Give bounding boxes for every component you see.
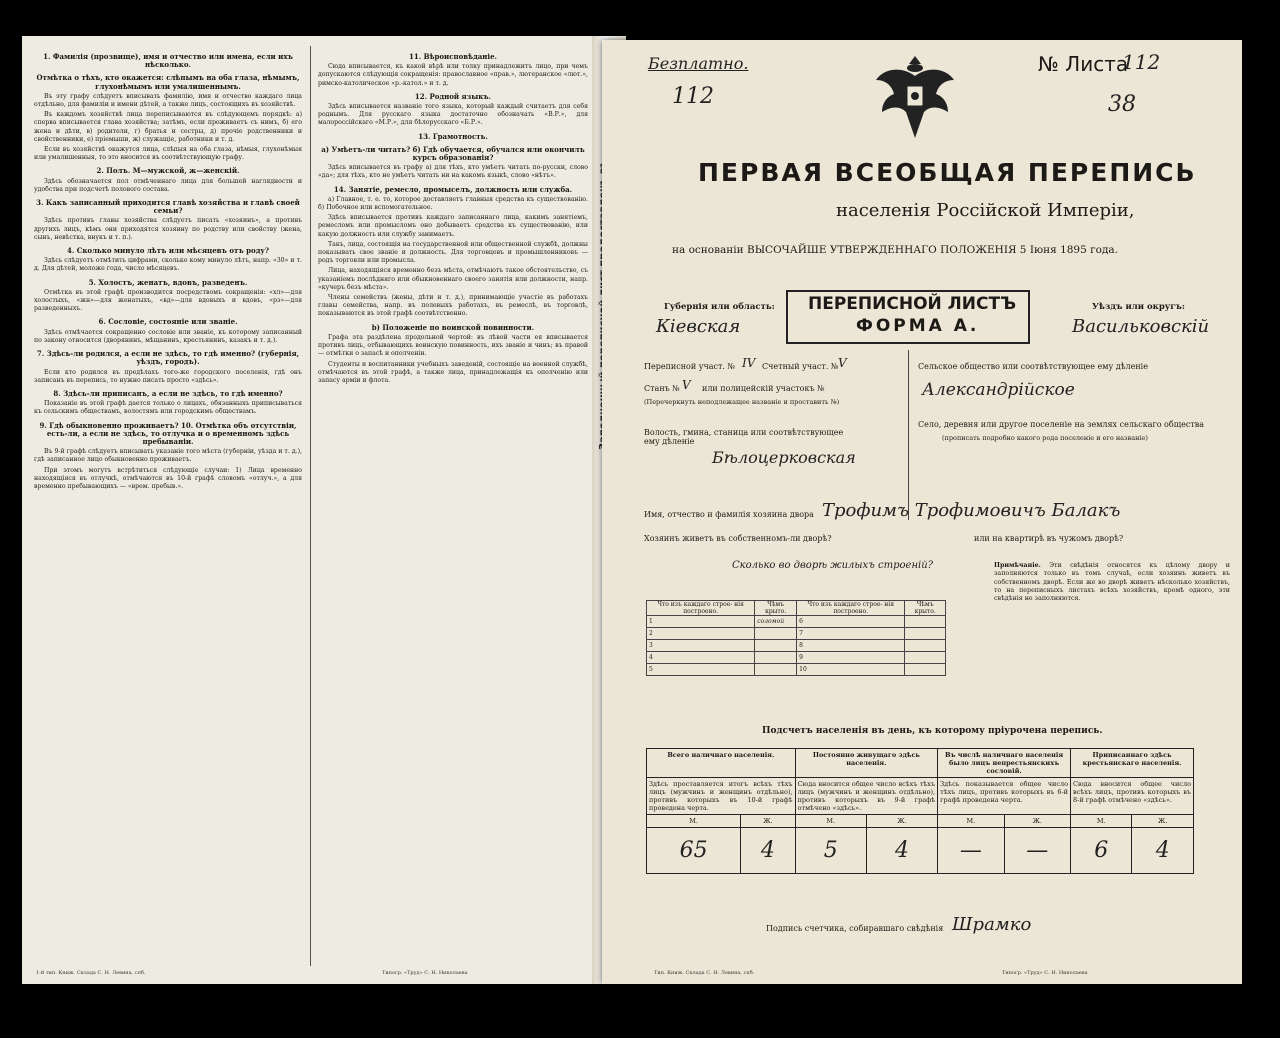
- count-value: 4: [741, 828, 795, 874]
- note-text: Эти свѣдѣнія относятся къ цѣлому двору и заполняются только въ томъ случаѣ, если хозяинъ живетъ въ собственномъ дворѣ. Если же во дворѣ живетъ нѣсколько хозяйствъ, то на переписныхъ листахъ всѣхъ хозяйствъ, кромѣ одного, эти свѣдѣнія не заполняются.: [994, 562, 1230, 603]
- uezd-label: Уѣздъ или округъ:: [1092, 302, 1186, 312]
- female-column-label: Ж.: [741, 815, 795, 828]
- count-value: —: [938, 828, 1004, 874]
- instructions-page: [22, 36, 598, 984]
- instruction-heading: 14. Занятіе, ремесло, промыселъ, должность или служба.: [333, 184, 573, 194]
- society-value: Александрійское: [922, 380, 1075, 400]
- building-cell: 6: [797, 616, 905, 628]
- building-cell: 1: [647, 616, 755, 628]
- free-of-charge-label: Безплатно.: [648, 54, 749, 73]
- gubernia-value: Кіевская: [656, 316, 741, 337]
- instruction-paragraph: Здѣсь вписывается названіе того языка, который каждый считаетъ для себя роднымъ. Для русскаго языка достаточно обозначать «В.Р.», для малороссійскаго «М.Р.», для бѣлорусскаго «Б.Р.».: [318, 103, 588, 127]
- building-row: [647, 616, 946, 628]
- printer-imprint-right: Типогр. «Труд» С. Н. Николаева: [382, 970, 468, 976]
- instruction-paragraph: При этомъ могутъ встрѣтиться слѣдующіе случаи: 1) Лица временно находящіяся въ отлучкѣ, отмѣчаются въ 10-й графѣ словомъ «отлуч.», а для временно пребывающихъ — «врем. пребыв.».: [34, 466, 302, 490]
- census-form-page: [602, 40, 1242, 984]
- instruction-heading: 5. Холостъ, женатъ, вдовъ, разведенъ.: [88, 277, 248, 287]
- sheet-number-value: 112: [1122, 50, 1161, 74]
- instruction-heading: 13. Грамотность.: [418, 131, 488, 141]
- count-column-desc: Сюда вносится общее число всѣхъ тѣхъ лицъ (мужчинъ и женщинъ отдѣльно), противъ которыхъ въ 9-й графѣ отмѣчено «здѣсь».: [795, 778, 938, 815]
- form-title: ПЕРВАЯ ВСЕОБЩАЯ ПЕРЕПИСЬ: [698, 158, 1197, 187]
- instruction-paragraph: Такъ, лица, состоящія на государственной или общественной службѣ, должны показывать свое званіе и должность. Для торговцевъ и промышленниковъ — родъ торговли или промысла.: [318, 240, 588, 265]
- signature-value: Шрамко: [952, 914, 1032, 935]
- female-column-label: Ж.: [1004, 815, 1070, 828]
- uchastok-label: Переписной участ. №: [644, 362, 736, 371]
- female-column-label: Ж.: [1132, 815, 1194, 828]
- legal-basis: на основаніи ВЫСОЧАЙШЕ УТВЕРЖДЕННАГО ПОЛОЖЕНІЯ 5 Іюня 1895 года.: [672, 244, 1119, 256]
- building-cell: 10: [797, 664, 905, 676]
- printer-imprint-right-left: Тип. Книж. Склада С. Н. Левина, спб.: [654, 970, 755, 976]
- count-column-desc: Здѣсь показывается общее число тѣхъ лицъ, противъ которыхъ въ 6-й графѣ проведена черта.: [938, 778, 1071, 815]
- bld-head-roof: Чѣмъ крыто.: [755, 601, 797, 616]
- instruction-paragraph: Здѣсь слѣдуетъ отмѣтить цифрами, сколько кому минуло лѣтъ, напр. «30» и т. д. Для дѣтей, моложе года, число мѣсяцевъ.: [34, 257, 302, 273]
- owner-value: Трофимъ Трофимовичъ Балакъ: [822, 500, 1121, 521]
- form-type-title: ПЕРЕПИСНОЙ ЛИСТЪ: [808, 294, 1017, 314]
- instruction-paragraph: Здѣсь противъ главы хозяйства слѣдуетъ писать «хозяинъ», а противъ другихъ лицъ, кѣмъ они приходятся хозяину по родству или свойству (жена, сынъ, невѣстка, внукъ и т. п.).: [34, 217, 302, 241]
- building-cell: 5: [647, 664, 755, 676]
- instruction-heading: Отмѣтка о тѣхъ, кто окажется: слѣпымъ на оба глаза, нѣмымъ, глухонѣмымъ или умалишеннымъ.: [36, 73, 300, 91]
- instruction-paragraph: а) Главное, т. е. то, которое доставляетъ главныя средства къ существованію. б) Побочное или вспомогательное.: [318, 195, 588, 212]
- instruction-paragraph: Здѣсь вписывается въ графу а) для тѣхъ, кто умѣетъ читать по-русски, слово «да»; для тѣхъ, кто не умѣетъ читать ни на какомъ языкѣ, слово «нѣтъ».: [318, 164, 588, 180]
- building-cell: [905, 664, 946, 676]
- buildings-title: Сколько во дворѣ жилыхъ строеній?: [732, 560, 934, 571]
- gubernia-label: Губернія или область:: [664, 302, 775, 312]
- cross-out-note: (Перечеркнуть неподлежащее названіе и проставить №): [644, 398, 840, 406]
- bld-head-material-2: Что изъ каждаго строе- нія построено.: [797, 601, 905, 616]
- instruction-paragraph: Въ каждомъ хозяйствѣ лица переписываются въ слѣдующемъ порядкѣ: а) сперва вписывается глава хозяйства; затѣмъ, если проживаетъ съ нимъ, б) его жена и дѣти, в) родители, г) братья и сестры, д) прочіе родственники и свойственники, е) пріемыши, ж) служащіе, работники и т. д.: [34, 111, 302, 143]
- instruction-paragraph: Здѣсь отмѣчается сокращенно сословіе или званіе, къ которому записанный по закону относится (дворянинъ, мѣщанинъ, крестьянинъ, казакъ и т. д.).: [34, 328, 302, 344]
- rented-question: или на квартирѣ въ чужомъ дворѣ?: [974, 534, 1124, 543]
- building-row: [647, 628, 946, 640]
- count-value: 4: [866, 828, 937, 874]
- count-value: —: [1004, 828, 1070, 874]
- male-column-label: М.: [647, 815, 741, 828]
- instruction-paragraph: Показаніе въ этой графѣ дается только о лицахъ, обязанныхъ приписываться къ сельскимъ обществамъ, волостямъ или городскимъ обществамъ.: [34, 400, 302, 416]
- count-column-desc: Здѣсь проставляется итогъ всѣхъ тѣхъ лицъ (мужчинъ и женщинъ отдѣльно), противъ которыхъ въ 10-й графѣ проведена черта.: [647, 778, 796, 815]
- instruction-heading: 8. Здѣсь-ли приписанъ, а если не здѣсь, то гдѣ именно?: [53, 388, 283, 398]
- male-column-label: М.: [1071, 815, 1132, 828]
- handwritten-number: 112: [672, 84, 714, 109]
- building-cell: 8: [797, 640, 905, 652]
- male-column-label: М.: [938, 815, 1004, 828]
- count-value: 5: [795, 828, 866, 874]
- count-column-head: Приписаннаго здѣсь крестьянскаго населенія.: [1071, 749, 1194, 778]
- instruction-paragraph: Отмѣтка въ этой графѣ производится посредствомъ сокращенія: «хл»—для холостыхъ, «жн»—для женатыхъ, «вд»—для вдовыхъ и вдовъ, «рз»—для разведенныхъ.: [34, 288, 302, 313]
- stan-value: V: [682, 378, 691, 392]
- instruction-heading: 3. Какъ записанный приходится главѣ хозяйства и главѣ своей семьи?: [36, 198, 300, 216]
- note-title: Примѣчаніе.: [994, 562, 1041, 569]
- population-count-table: [646, 748, 1194, 874]
- sheet-number-label: № Листа: [1038, 52, 1129, 76]
- building-cell: [905, 652, 946, 664]
- count-column-head: Въ числѣ наличнаго населенія было лицъ непрестьянскихъ сословій.: [938, 749, 1071, 778]
- count-column-desc: Сюда вносится общее число всѣхъ лицъ, противъ которыхъ въ 8-й графѣ отмѣчено «здѣсь».: [1071, 778, 1194, 815]
- instruction-paragraph: Сюда вписывается, къ какой вѣрѣ или толку принадлежитъ лицо, при чемъ допускаются слѣдующія сокращенія: православное «прав.», лютеранское «лют.», римско-католическое «р.-катол.» и т. д.: [318, 63, 588, 87]
- instruction-heading: 2. Полъ. М—мужской, ж—женскій.: [96, 166, 240, 176]
- instruction-paragraph: Здѣсь вписывается противъ каждаго записаннаго лица, какимъ занятіемъ, ремесломъ или промысломъ оно добываетъ средства къ существованію, или какую должность или службу занимаетъ.: [318, 214, 588, 238]
- section-divider: [908, 350, 909, 520]
- instruction-heading: 4. Сколько минуло лѣтъ или мѣсяцевъ отъ роду?: [67, 246, 269, 256]
- building-cell: [755, 652, 797, 664]
- instruction-paragraph: Въ эту графу слѣдуетъ вписывать фамилію, имя и отчество каждаго лица отдѣльно, для фамиліи и имени дѣтей, а также лицъ, состоящихъ въ хозяйствѣ.: [34, 92, 302, 109]
- instruction-paragraph: Если въ хозяйствѣ окажутся лица, слѣпыя на оба глаза, нѣмыя, глухонѣмыя или умалишенныя, то это вносится въ соотвѣтствующую графу.: [34, 146, 302, 162]
- instruction-heading: 11. Вѣроисповѣданіе.: [409, 52, 497, 61]
- building-cell: соломой: [755, 616, 797, 628]
- instruction-paragraph: Въ 9-й графѣ слѣдуетъ вписывать указаніе того мѣста (губерніи, уѣзда и т. д.), гдѣ записанное лицо обыкновенно проживаетъ.: [34, 448, 302, 464]
- buildings-note: [994, 562, 1230, 603]
- uezd-value: Васильковскій: [1072, 316, 1210, 337]
- instruction-paragraph: Члены семействъ (жены, дѣти и т. д.), принимающіе участіе въ работахъ главы семейства, напр. въ полевыхъ работахъ, въ ремеслѣ, въ торговлѣ, показываются въ этой графѣ соотвѣтственно.: [318, 294, 588, 318]
- bld-head-material: Что изъ каждаго строе- нія построено.: [647, 601, 755, 616]
- bld-head-roof-2: Чѣмъ крыто.: [905, 601, 946, 616]
- building-cell: 3: [647, 640, 755, 652]
- instruction-heading: b) Положеніе по воинской повинности.: [371, 322, 535, 332]
- stan-label: Станъ №: [644, 384, 680, 393]
- schet-label: Счетный участ. №: [762, 362, 839, 371]
- building-cell: 9: [797, 652, 905, 664]
- building-cell: 4: [647, 652, 755, 664]
- building-row: [647, 652, 946, 664]
- building-cell: [755, 640, 797, 652]
- column-divider: [310, 46, 311, 966]
- printer-imprint-right-right: Типогр. «Труд» С. Н. Николаева: [1002, 970, 1088, 976]
- male-column-label: М.: [795, 815, 866, 828]
- uchastok-value: IV: [742, 356, 756, 370]
- form-subtitle: населенія Россійской Имперіи,: [836, 200, 1135, 221]
- building-cell: 7: [797, 628, 905, 640]
- population-count-title: Подсчетъ населенія въ день, къ которому пріурочена перепись.: [762, 726, 1103, 736]
- schet-value: V: [838, 356, 847, 370]
- volost-value: Бѣлоцерковская: [712, 448, 856, 467]
- instruction-paragraph: Студенты и воспитанники учебныхъ заведеній, состоящіе на военной службѣ, отмѣчаются въ этой графѣ, а также лица, принадлежащія къ ополченію или запасу арміи и флота.: [318, 360, 588, 384]
- count-column-head: Постоянно живущаго здѣсь населенія.: [795, 749, 938, 778]
- instruction-paragraph: Если кто родился въ предѣлахъ того-же городского поселенія, гдѣ онъ записанъ въ перепись, то нужно писать просто «здѣсь».: [34, 368, 302, 384]
- building-row: [647, 640, 946, 652]
- building-cell: [755, 628, 797, 640]
- building-cell: [755, 664, 797, 676]
- sheet-number-second: 38: [1108, 92, 1136, 117]
- instruction-paragraph: Лица, находящіяся временно безъ мѣста, отмѣчаютъ такое обстоятельство, съ указаніемъ послѣдняго или обыкновеннаго своего занятія или должности, напр. «кучеръ безъ мѣста».: [318, 267, 588, 291]
- instruction-paragraph: Здѣсь обозначается пол отмѣченнаго лица для большей наглядности и удобства при подсчетѣ полового состава.: [34, 177, 302, 193]
- instruction-heading: 12. Родной языкъ.: [414, 91, 492, 101]
- count-column-head: Всего наличнаго населенія.: [647, 749, 796, 778]
- signature-label: Подпись счетчика, собиравшаго свѣдѣнія: [766, 924, 944, 933]
- form-type-sub: ФОРМА А.: [856, 316, 980, 336]
- instructions-column-left: [34, 48, 302, 493]
- owner-label: Имя, отчество и фамилія хозяина двора: [644, 510, 814, 519]
- count-value: 6: [1071, 828, 1132, 874]
- society-label: Сельское общество или соотвѣтствующее ему дѣленіе: [918, 362, 1148, 371]
- instruction-heading: 6. Сословіе, состояніе или званіе.: [98, 317, 238, 327]
- instruction-heading: 1. Фамилія (прозвище), имя и отчество или имена, если ихъ нѣсколько.: [43, 52, 293, 70]
- own-yard-question: Хозяинъ живетъ въ собственномъ-ли дворѣ?: [644, 534, 832, 543]
- building-cell: [905, 628, 946, 640]
- instruction-heading: 7. Здѣсь-ли родился, а если не здѣсь, то гдѣ именно? (губернія, уѣздъ, городъ).: [36, 349, 300, 367]
- instructions-column-right: [318, 48, 588, 387]
- female-column-label: Ж.: [866, 815, 937, 828]
- building-row: [647, 664, 946, 676]
- count-value: 4: [1132, 828, 1194, 874]
- instruction-heading: а) Умѣетъ-ли читать? б) Гдѣ обучается, обучался или окончилъ курсъ образованія?: [321, 144, 585, 163]
- building-cell: [905, 640, 946, 652]
- count-value: 65: [647, 828, 741, 874]
- instruction-paragraph: Графа эта раздѣлена продольной чертой: въ лѣвой части ея вписывается противъ лицъ, отбывающихъ воинскую повинность, ихъ званіе и чинъ; въ правой — отмѣтки о запасѣ и ополченіи.: [318, 333, 588, 358]
- printer-imprint-left: 1-й тип. Книж. Склада С. Н. Левина, спб.: [36, 970, 146, 976]
- imperial-eagle-emblem: [872, 46, 958, 146]
- building-cell: [905, 616, 946, 628]
- volost-label: Волость, гмина, станица или соотвѣтствующее ему дѣленіе: [644, 428, 844, 446]
- police-label: или полицейскій участокъ №: [702, 384, 825, 393]
- instruction-heading: 9. Гдѣ обыкновенно проживаетъ? 10. Отмѣтка объ отсутствіи, есть-ли, а если не здѣсь, то отлучка и о временномъ здѣсь пребываніи.: [39, 420, 297, 446]
- village-label: Село, деревня или другое поселеніе на землях сельскаго общества: [918, 420, 1205, 429]
- buildings-table: [646, 600, 946, 676]
- village-note: (прописать подробно какого рода поселеніе и его названіе): [942, 434, 1148, 442]
- building-cell: 2: [647, 628, 755, 640]
